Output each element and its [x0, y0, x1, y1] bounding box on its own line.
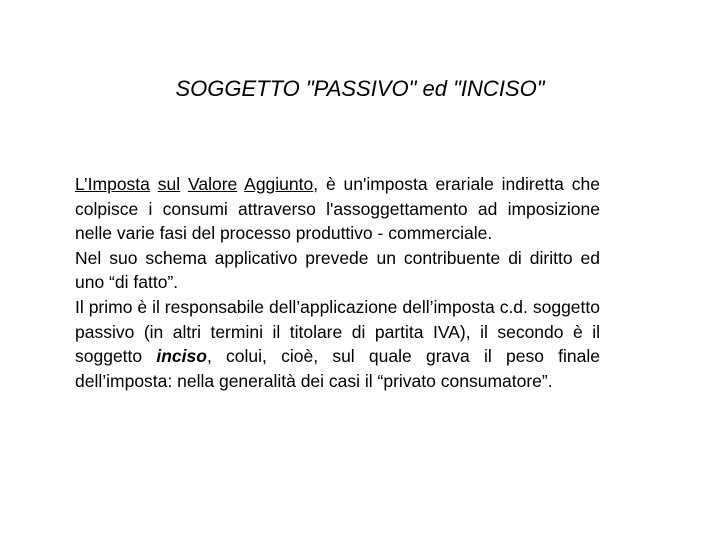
- paragraph-iva-definition-text: , è un'imposta erariale indiretta che colpisce i consumi attraverso l'assoggettamento ad imposizione nelle varie fasi del processo produttivo - commerciale.: [75, 174, 600, 244]
- underlined-word-imposta: L’Imposta: [75, 174, 150, 194]
- underlined-word-sul: sul: [157, 174, 181, 194]
- paragraph-iva-definition: [75, 172, 600, 246]
- underlined-word-aggiunto: Aggiunto: [244, 174, 314, 194]
- paragraph-passive-subject: [75, 295, 600, 393]
- body-text: [75, 172, 600, 393]
- paragraph-contributors: Nel suo schema applicativo prevede un contribuente di diritto ed uno “di fatto”.: [75, 247, 600, 293]
- paragraph-passive-subject-text-before: Il primo è il responsabile dell’applicazione dell’imposta c.d. soggetto passivo (in altri termini il titolare di partita IVA), il secondo è il soggetto: [75, 296, 600, 367]
- underlined-word-valore: Valore: [187, 174, 238, 194]
- paragraph-passive-subject-text-after: , colui, cioè, sul quale grava il peso finale dell’imposta: nella generalità dei casi il “privato consumatore”.: [75, 346, 600, 391]
- slide-title: SOGGETTO "PASSIVO" ed "INCISO": [175, 76, 545, 101]
- emphasis-inciso: inciso: [156, 346, 207, 367]
